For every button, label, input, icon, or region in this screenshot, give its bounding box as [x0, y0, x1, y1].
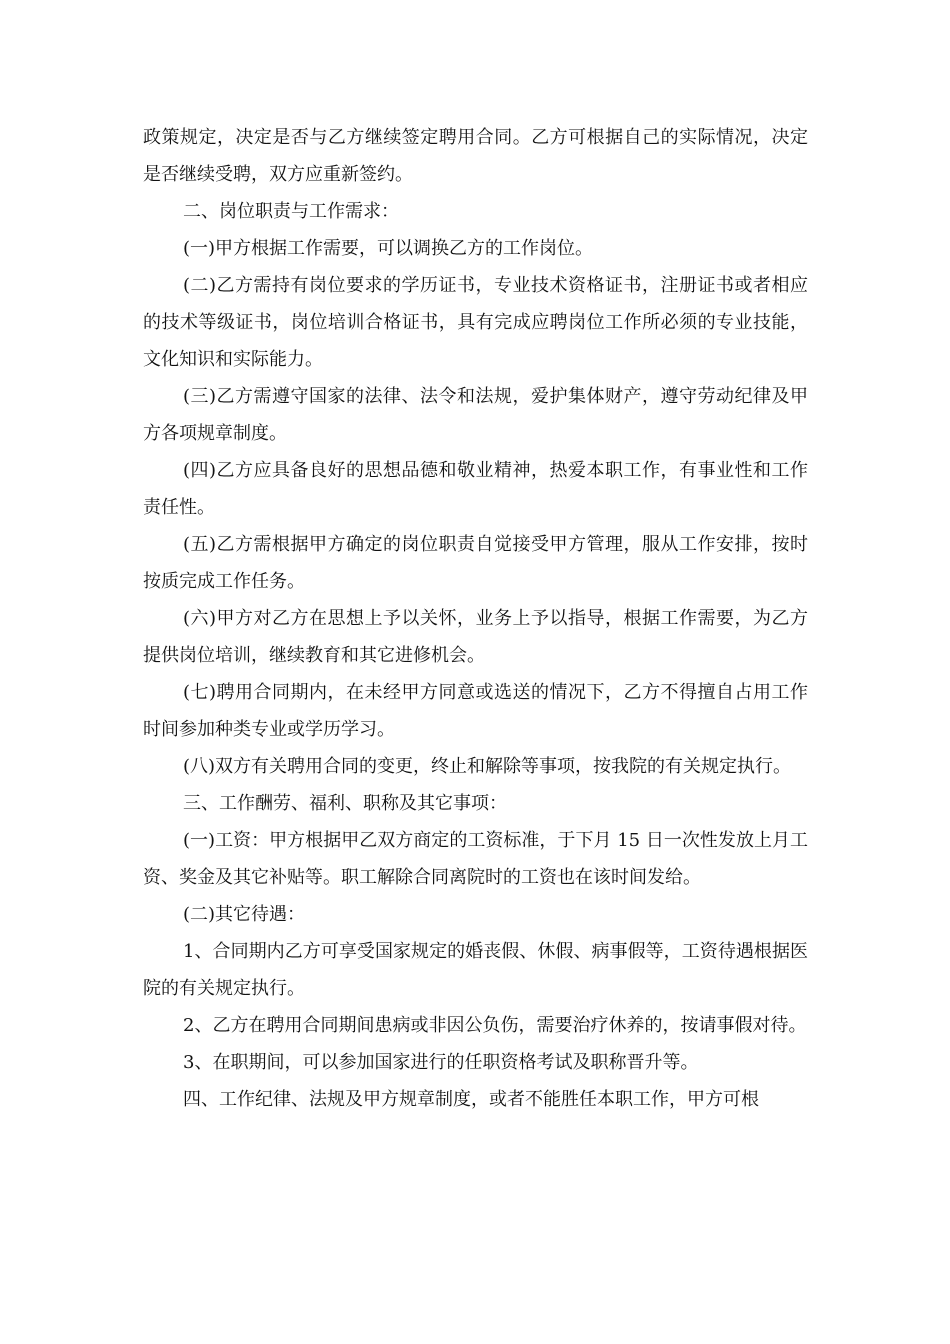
paragraph-3-2: (二)其它待遇： — [183, 904, 306, 925]
paragraph-2-8: (八)双方有关聘用合同的变更，终止和解除等事项，按我院的有关规定执行。 — [183, 756, 792, 777]
paragraph-2-5: (五)乙方需根据甲方确定的岗位职责自觉接受甲方管理，服从工作安排，按时按质完成工作任务。 — [143, 534, 808, 592]
document-body — [143, 119, 808, 1118]
paragraph-2-1: (一)甲方根据工作需要，可以调换乙方的工作岗位。 — [183, 238, 594, 259]
paragraph-2-7: (七)聘用合同期内，在未经甲方同意或选送的情况下，乙方不得擅自占用工作时间参加种类专业或学历学习。 — [143, 682, 808, 740]
paragraph-3-1: (一)工资：甲方根据甲乙双方商定的工资标准，于下月 15 日一次性发放上月工资、奖金及其它补贴等。职工解除合同离院时的工资也在该时间发给。 — [143, 830, 808, 888]
section-heading-3: 三、工作酬劳、福利、职称及其它事项： — [183, 793, 507, 814]
paragraph-2-2: (二)乙方需持有岗位要求的学历证书，专业技术资格证书，注册证书或者相应的技术等级证书，岗位培训合格证书，具有完成应聘岗位工作所必须的专业技能，文化知识和实际能力。 — [143, 275, 808, 370]
paragraph-intro: 政策规定，决定是否与乙方继续签定聘用合同。乙方可根据自己的实际情况，决定是否继续受聘，双方应重新签约。 — [143, 127, 808, 185]
paragraph-3-2-item-2: 2、乙方在聘用合同期间患病或非因公负伤，需要治疗休养的，按请事假对待。 — [183, 1015, 807, 1036]
paragraph-2-3: (三)乙方需遵守国家的法律、法令和法规，爱护集体财产，遵守劳动纪律及甲方各项规章制度。 — [143, 386, 808, 444]
section-heading-4: 四、工作纪律、法规及甲方规章制度，或者不能胜任本职工作，甲方可根 — [183, 1089, 759, 1110]
paragraph-2-6: (六)甲方对乙方在思想上予以关怀，业务上予以指导，根据工作需要，为乙方提供岗位培训，继续教育和其它进修机会。 — [143, 608, 808, 666]
paragraph-3-2-item-1: 1、合同期内乙方可享受国家规定的婚丧假、休假、病事假等，工资待遇根据医院的有关规定执行。 — [143, 941, 808, 999]
paragraph-2-4: (四)乙方应具备良好的思想品德和敬业精神，热爱本职工作，有事业性和工作责任性。 — [143, 460, 808, 518]
section-heading-2: 二、岗位职责与工作需求： — [183, 201, 399, 222]
paragraph-3-2-item-3: 3、在职期间，可以参加国家进行的任职资格考试及职称晋升等。 — [183, 1052, 699, 1073]
